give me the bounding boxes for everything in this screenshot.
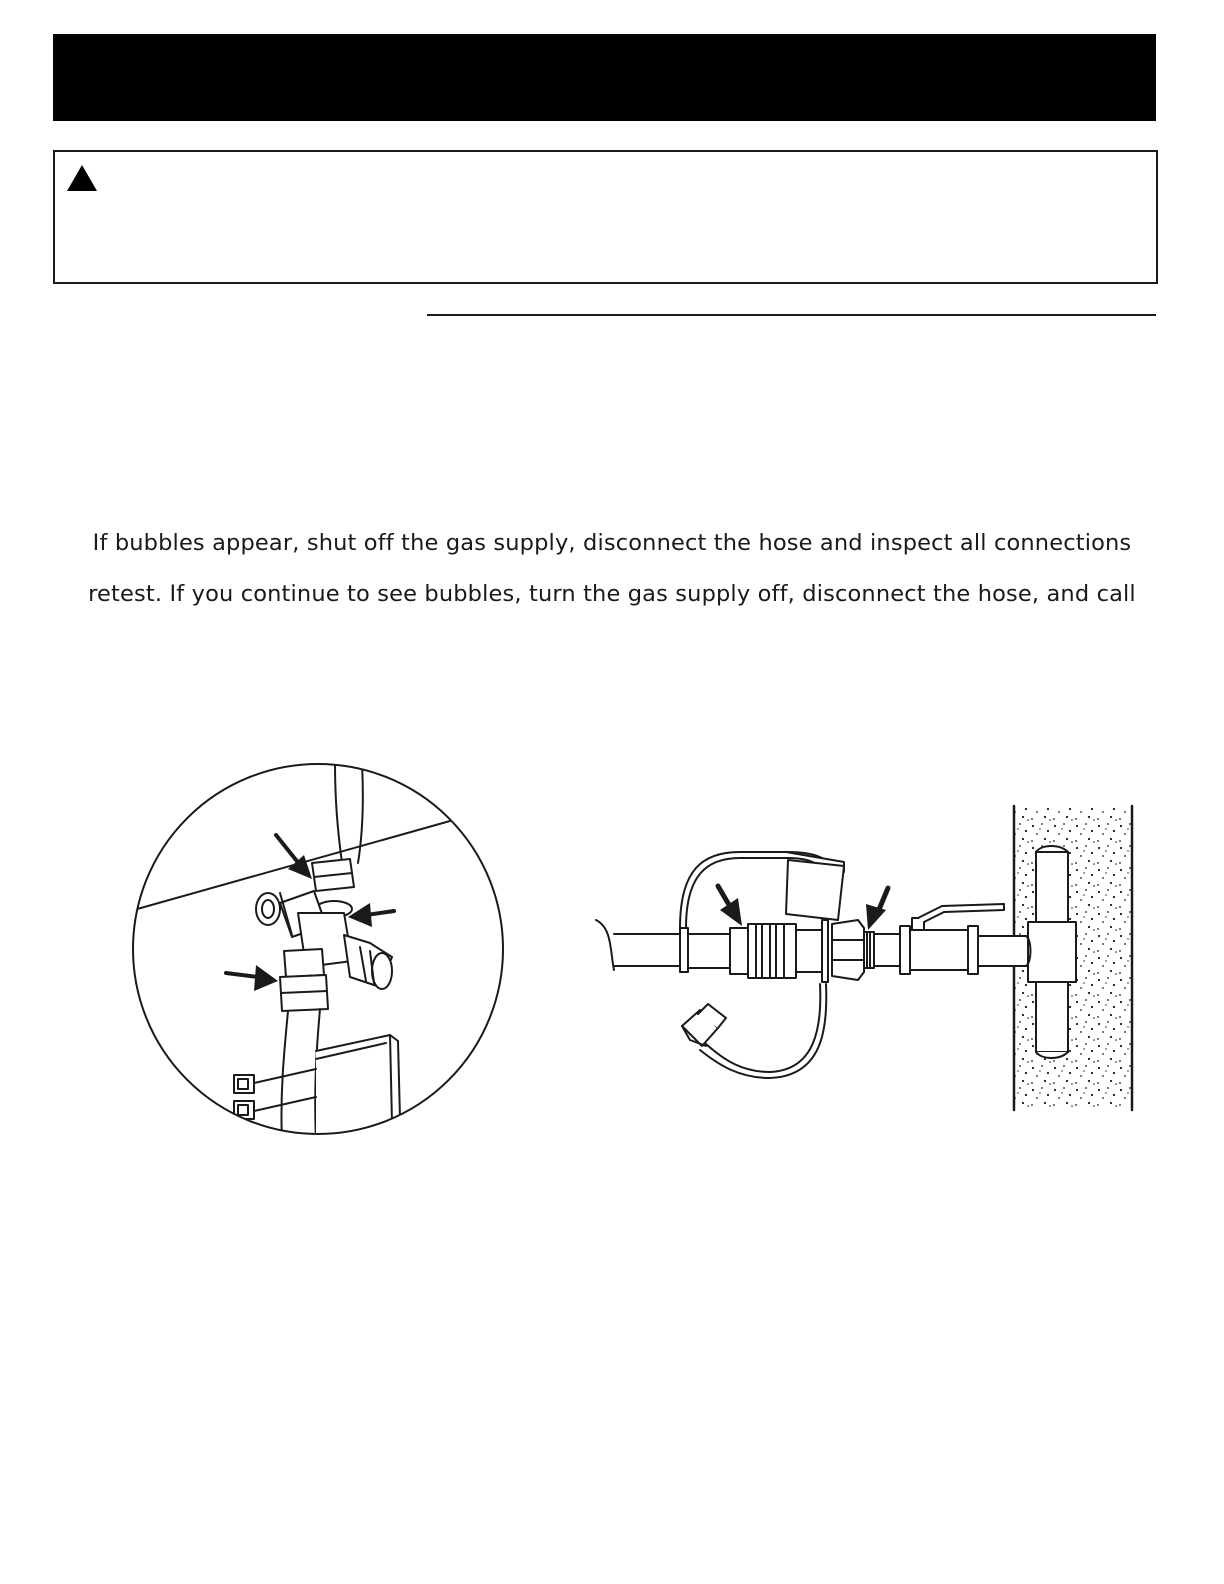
warning-triangle-icon	[66, 164, 98, 192]
leak-test-text-line-2: retest. If you continue to see bubbles, turn the gas supply off, disconnect the hose, and call	[88, 581, 1136, 607]
header-bar	[53, 34, 1156, 121]
quick-disconnect-illustration	[590, 800, 1140, 1115]
leak-test-text-line-1: If bubbles appear, shut off the gas supply, disconnect the hose and inspect all connections	[92, 530, 1132, 556]
warning-box	[53, 150, 1158, 284]
fitting-detail-illustration	[130, 763, 508, 1141]
section-divider	[427, 314, 1156, 316]
